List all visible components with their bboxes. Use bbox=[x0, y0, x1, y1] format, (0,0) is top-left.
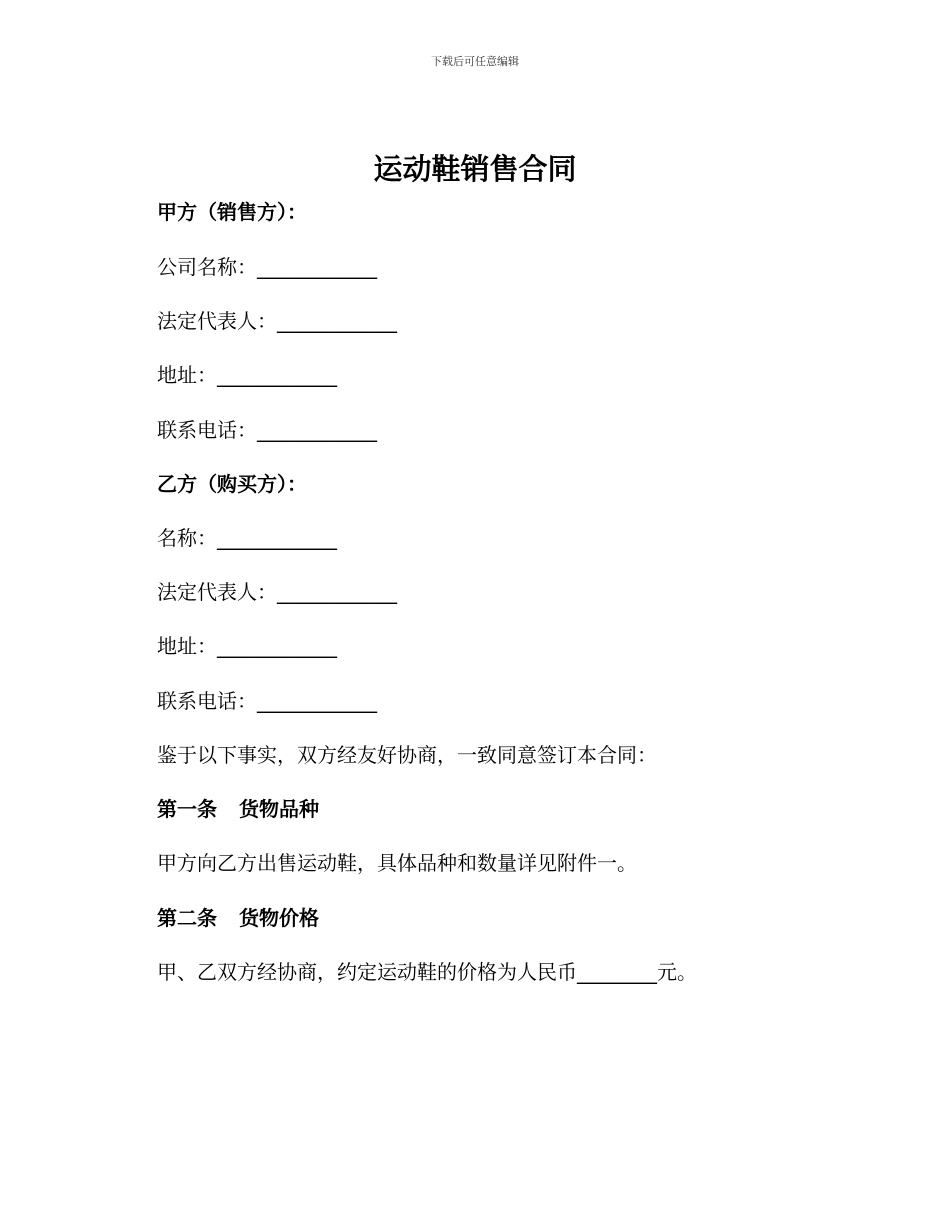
article-2-heading bbox=[157, 904, 319, 932]
document-title: 运动鞋销售合同 bbox=[373, 152, 577, 186]
party-b-heading: 乙方（购买方）： bbox=[157, 472, 307, 496]
party-b-address-field: 地址：____________ bbox=[157, 634, 337, 658]
party-a-phone-field: 联系电话：____________ bbox=[157, 418, 377, 442]
article-2-body: 甲、乙双方经协商，约定运动鞋的价格为人民币________元。 bbox=[157, 960, 697, 984]
article-1-heading bbox=[157, 795, 319, 823]
article-1-number: 第一条 bbox=[157, 797, 217, 821]
article-2-title: 货物价格 bbox=[239, 906, 319, 930]
party-b-name-field: 名称：____________ bbox=[157, 526, 337, 550]
article-1-body: 甲方向乙方出售运动鞋，具体品种和数量详见附件一。 bbox=[157, 851, 637, 875]
party-a-company-field: 公司名称：____________ bbox=[157, 255, 377, 279]
header-note: 下载后可任意编辑 bbox=[431, 55, 519, 68]
party-a-heading: 甲方（销售方）： bbox=[157, 200, 307, 224]
party-a-address-field: 地址：____________ bbox=[157, 363, 337, 387]
article-2-number: 第二条 bbox=[157, 906, 217, 930]
party-b-legal-rep-field: 法定代表人：____________ bbox=[157, 580, 397, 604]
party-b-phone-field: 联系电话：____________ bbox=[157, 689, 377, 713]
party-a-legal-rep-field: 法定代表人：____________ bbox=[157, 309, 397, 333]
article-1-title: 货物品种 bbox=[239, 797, 319, 821]
preamble: 鉴于以下事实，双方经友好协商，一致同意签订本合同： bbox=[157, 743, 657, 767]
